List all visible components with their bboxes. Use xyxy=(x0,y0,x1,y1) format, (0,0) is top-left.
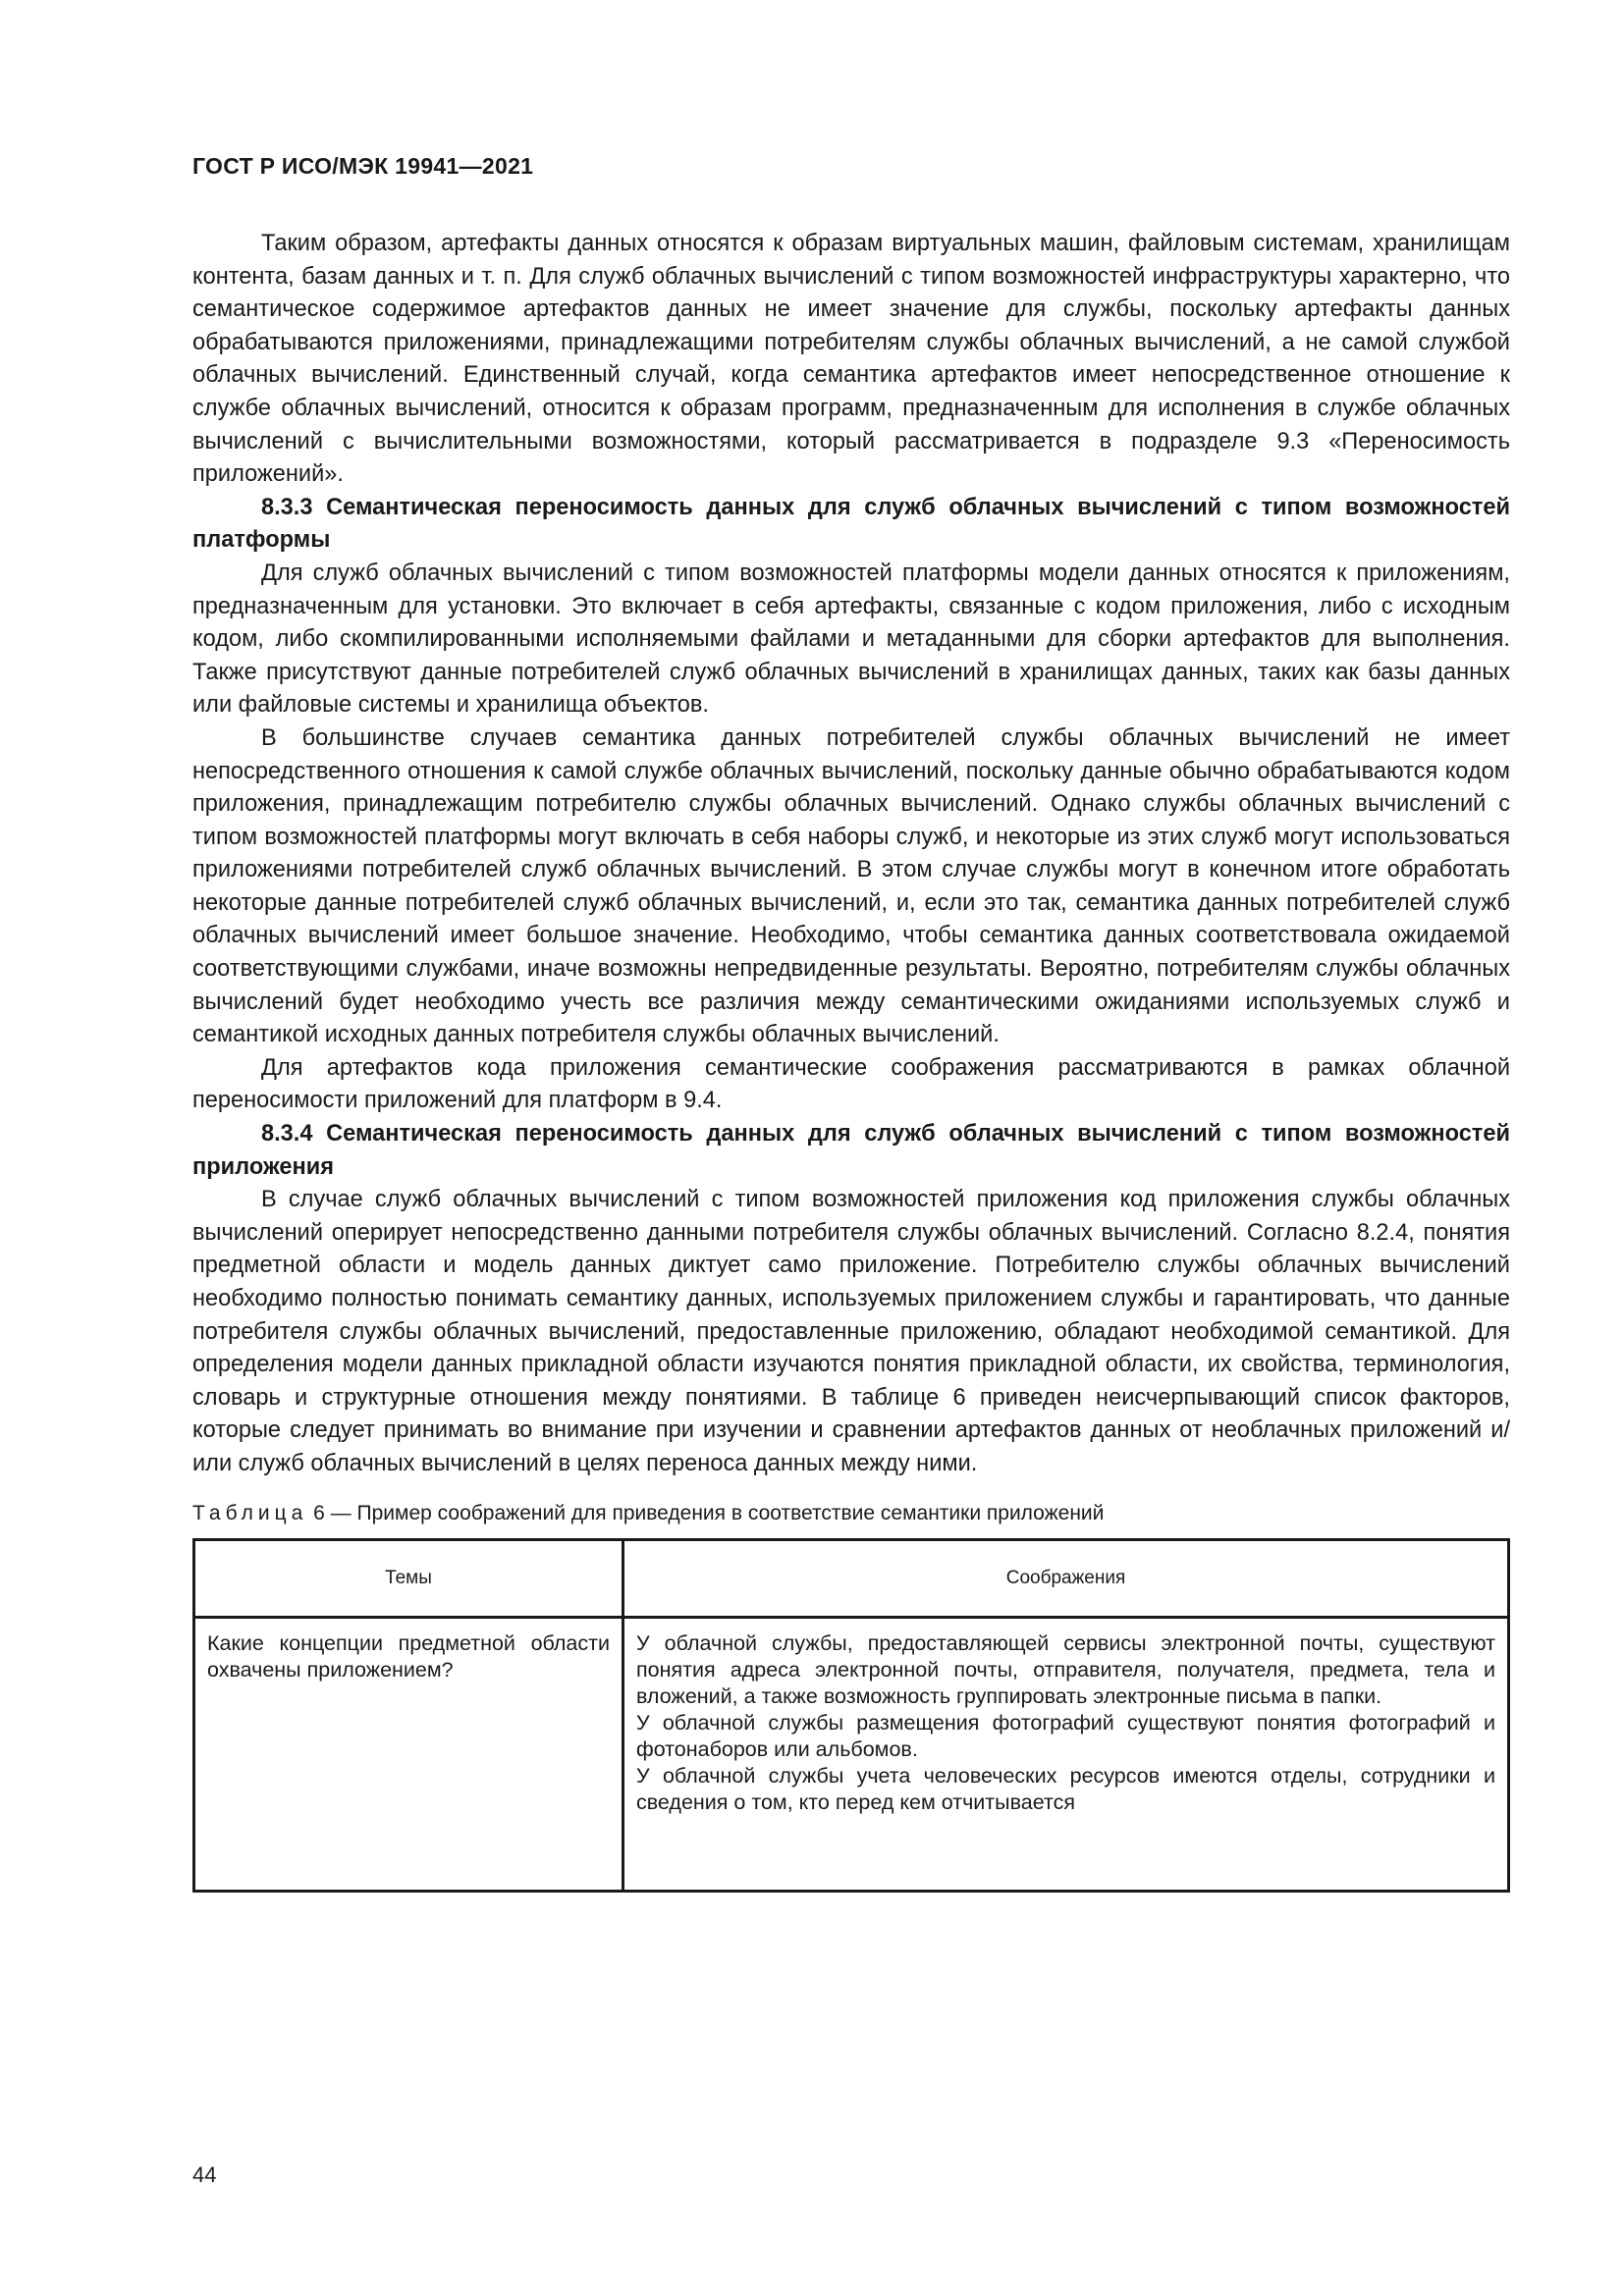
table-row xyxy=(194,1617,1509,1891)
paragraph: Для служб облачных вычислений с типом возможностей платформы модели данных относятся к приложениям, предназначенным для установки. Это включает в себя артефакты, связанные с кодом приложения, либо с исходным кодом, либо скомпилированными исполняемыми файлами и метаданными для сборки артефактов для выполнения. Также присутствуют данные потребителей служб облачных вычислений в хранилищах данных, таких как базы данных или файловые системы и хранилища объектов. xyxy=(192,560,1510,719)
paragraph: В случае служб облачных вычислений с типом возможностей приложения код приложения службы облачных вычислений оперирует непосредственно данными потребителя службы облачных вычислений. Согласно 8.2.4, понятия предметной области и модель данных диктует само приложение. Потребителю службы облачных вычислений необходимо полностью понимать семантику данных, используемых приложением службы и гарантировать, что данные потребителя службы облачных вычислений, предоставленные приложению, обладают необходимой семантикой. Для определения модели данных прикладной области изучаются понятия прикладной области, их свойства, терминология, словарь и структурные отношения между понятиями. В таблице 6 приведен неисчерпывающий список факторов, которые следует принимать во внимание при изучении и сравнении артефактов данных от необлачных приложений и/или служб облачных вычислений в целях переноса данных между ними. xyxy=(192,1187,1510,1476)
table-cell-topic xyxy=(194,1617,623,1891)
section-heading-8-3-3: 8.3.3 Семантическая переносимость данных для служб облачных вычислений с типом возможностей платформы xyxy=(192,494,1510,554)
table-cell-considerations xyxy=(623,1617,1509,1891)
page-number: 44 xyxy=(192,2163,217,2187)
table-header-row xyxy=(194,1539,1509,1617)
paragraph: Таким образом, артефакты данных относятся к образам виртуальных машин, файловым системам, хранилищам контента, базам данных и т. п. Для служб облачных вычислений с типом возможностей инфраструктуры характерно, что семантическое содержимое артефактов данных не имеет значение для службы, поскольку артефакты данных обрабатываются приложениями, принадлежащими потребителям службы облачных вычислений, а не самой службой облачных вычислений. Единственный случай, когда семантика артефактов имеет непосредственное отношение к службе облачных вычислений, относится к образам программ, предназначенным для исполнения в службе облачных вычислений с вычислительными возможностями, который рассматривается в подразделе 9.3 «Переносимость приложений». xyxy=(192,231,1510,488)
section-heading-8-3-4: 8.3.4 Семантическая переносимость данных для служб облачных вычислений с типом возможностей приложения xyxy=(192,1121,1510,1180)
consideration-line: У облачной службы, предоставляющей сервисы электронной почты, существуют понятия адреса электронной почты, отправителя, получателя, предмета, тела и вложений, а также возможность группировать электронные письма в папки. xyxy=(636,1630,1495,1708)
table-caption-label: Таблица xyxy=(192,1501,308,1524)
paragraph: Для артефактов кода приложения семантические соображения рассматриваются в рамках облачной переносимости приложений для платформ в 9.4. xyxy=(192,1054,1510,1114)
topic-text: Какие концепции предметной области охвачены приложением? xyxy=(207,1630,610,1682)
table-caption xyxy=(192,1499,1510,1528)
table-6 xyxy=(192,1538,1510,1893)
consideration-line: У облачной службы учета человеческих ресурсов имеются отделы, сотрудники и сведения о том, кто перед кем отчитывается xyxy=(636,1763,1495,1814)
main-content xyxy=(192,228,1510,1893)
document-header: ГОСТ Р ИСО/МЭК 19941—2021 xyxy=(192,153,534,179)
table-caption-text: 6 — Пример соображений для приведения в соответствие семантики приложений xyxy=(307,1501,1105,1524)
consideration-line: У облачной службы размещения фотографий существуют понятия фотографий и фотонаборов или альбомов. xyxy=(636,1710,1495,1761)
paragraph: В большинстве случаев семантика данных потребителей службы облачных вычислений не имеет непосредственного отношения к самой службе облачных вычислений, поскольку данные обычно обрабатываются кодом приложения, принадлежащим потребителю службы облачных вычислений. Однако службы облачных вычислений с типом возможностей платформы могут включать в себя наборы служб, и некоторые из этих служб могут использоваться приложениями потребителей служб облачных вычислений. В этом случае службы могут в конечном итоге обработать некоторые данные потребителей служб облачных вычислений, и, если это так, семантика данных потребителей служб облачных вычислений имеет большое значение. Необходимо, чтобы семантика данных соответствовала ожидаемой соответствующими службами, иначе возможны непредвиденные результаты. Вероятно, потребителям службы облачных вычислений будет необходимо учесть все различия между семантическими ожиданиями используемых служб и семантикой исходных данных потребителя службы облачных вычислений. xyxy=(192,724,1510,1048)
table-header-cell: Темы xyxy=(194,1539,623,1617)
table-header-cell: Соображения xyxy=(623,1539,1509,1617)
